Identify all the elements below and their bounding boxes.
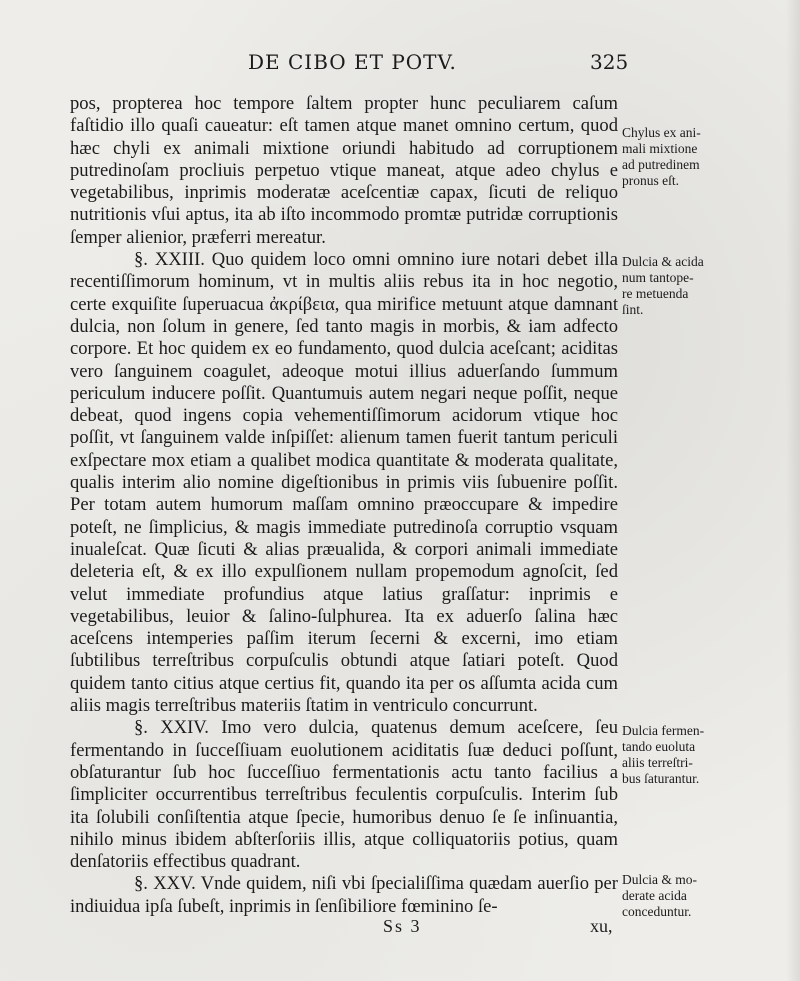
signature-mark: Ss 3 (383, 916, 422, 936)
margin-note-line: ſint. (622, 302, 644, 317)
margin-note-line: pronus eſt. (622, 173, 679, 188)
margin-note-dulcia-acida (622, 254, 792, 318)
margin-note-line: ad putredinem (622, 157, 700, 172)
margin-note-line: mali mixtione (622, 141, 698, 156)
running-title: DE CIBO ET POTV. (248, 50, 457, 74)
main-text (70, 93, 618, 918)
margin-note-line: aliis terreſtri- (622, 755, 693, 770)
catchword: xu, (590, 916, 613, 936)
margin-note-chylus (622, 125, 792, 189)
paragraph-section-24: §. XXIV. Imo vero dulcia, quatenus demum aceſcere, ſeu fermentando in ſucceſſiuam euolutionem aciditatis ſuæ deduci poſſunt, obſaturantur ſub hoc ſucceſſiuo fermentationis actu tanto facilius a ſimpliciter occurrentibus terreſtribus feculentis corpuſculis. Interim ſub ita ſolubili conſiſtentia atque ſpecie, humoribus denuo ſe ſe inſinuantia, nihilo minus ibidem abſterſoriis illis, atque colliquatoriis potius, quam denſatoriis effectibus quadrant. (70, 717, 618, 873)
margin-note-line: Chylus ex ani- (622, 125, 701, 140)
margin-note-line: Dulcia & mo- (622, 872, 697, 887)
margin-note-line: derate acida (622, 888, 687, 903)
margin-note-line: Dulcia & acida (622, 254, 704, 269)
page-footer (0, 912, 800, 942)
margin-note-line: tando euoluta (622, 739, 696, 754)
page-edge-shadow (786, 0, 800, 981)
margin-note-line: Dulcia fermen- (622, 723, 705, 738)
margin-note-line: num tantope- (622, 270, 694, 285)
paragraph-section-23: §. XXIII. Quo quidem loco omni omnino iure notari debet illa recentiſſimorum hominum, vt in multis aliis rebus ita in hoc negotio, certe exquiſite ſuperuacua ἀκρίβεια, qua mirifice metuunt atque damnant dulcia, non ſolum in genere, ſed tanto magis in morbis, & iam adfecto corpore. Et hoc quidem ex eo fundamento, quod dulcia aceſcant; aciditas vero ſanguinem coagulet, adeoque motui illius aduerſando ſummum periculum inducere poſſit. Quantumuis autem negari neque poſſit, neque debeat, quod ingens copia vehementiſſimorum acidorum vtique hoc poſſit, vt ſanguinem valde inſpiſſet: alienum tamen fuerit tantum periculi exſpectare mox etiam a qualibet modica quantitate & moderata qualitate, qualis interim alio nomine digeſtionibus in primis viis ſubuenire poſſit. Per totam autem humorum maſſam omnino præoccupare & impedire poteſt, ne ſimplicius, & magis immediate putredinoſa corruptio vsquam inualeſcat. Quæ ſicuti & alias præualida, & corpori animali immediate deleteria eſt, & ex illo expulſionem nullam propemodum agnoſcit, ſed velut immediate profundius atque latius graſſatur: inprimis e vegetabilibus, leuior & ſalino-ſulphurea. Ita ex aduerſo ſalina hæc aceſcens intemperies paſſim iterum ſecerni & excerni, imo etiam ſubtilibus terreſtribus corpuſculis obtundi atque ſatiari poteſt. Quod quidem tanto citius atque certius fit, quando ita per os aſſumta acida cum aliis magis terreſtribus materiis ſtatim in ventriculo concurrunt. (70, 249, 618, 717)
margin-note-line: bus ſaturantur. (622, 771, 700, 786)
margin-note-line: re metuenda (622, 286, 689, 301)
paragraph-section-25: §. XXV. Vnde quidem, niſi vbi ſpecialiſſima quædam auerſio per indiuidua ipſa ſubeſt, inprimis in ſenſibiliore fœminino ſe- (70, 873, 618, 917)
margin-note-line: conceduntur. (622, 904, 692, 919)
paragraph-continuation: pos, propterea hoc tempore ſaltem propter hunc peculiarem caſum faſtidio illo quaſi caueatur: eſt tamen atque manet omnino certum, quod hæc chyli ex animali mixtione oriundi habitudo ad corruptionem putredinoſam procliuis perpetuo vtique maneat, atque adeo chylus e vegetabilibus, inprimis moderatæ aceſcentiæ capax, ſicuti de reliquo nutritionis vſui aptus, ita ab iſto incommodo promtæ putridæ corruptionis ſemper alienior, præferri mereatur. (70, 93, 618, 248)
page-number: 325 (590, 50, 629, 74)
margin-note-dulcia-fermentando (622, 723, 792, 787)
page-header (0, 50, 800, 80)
